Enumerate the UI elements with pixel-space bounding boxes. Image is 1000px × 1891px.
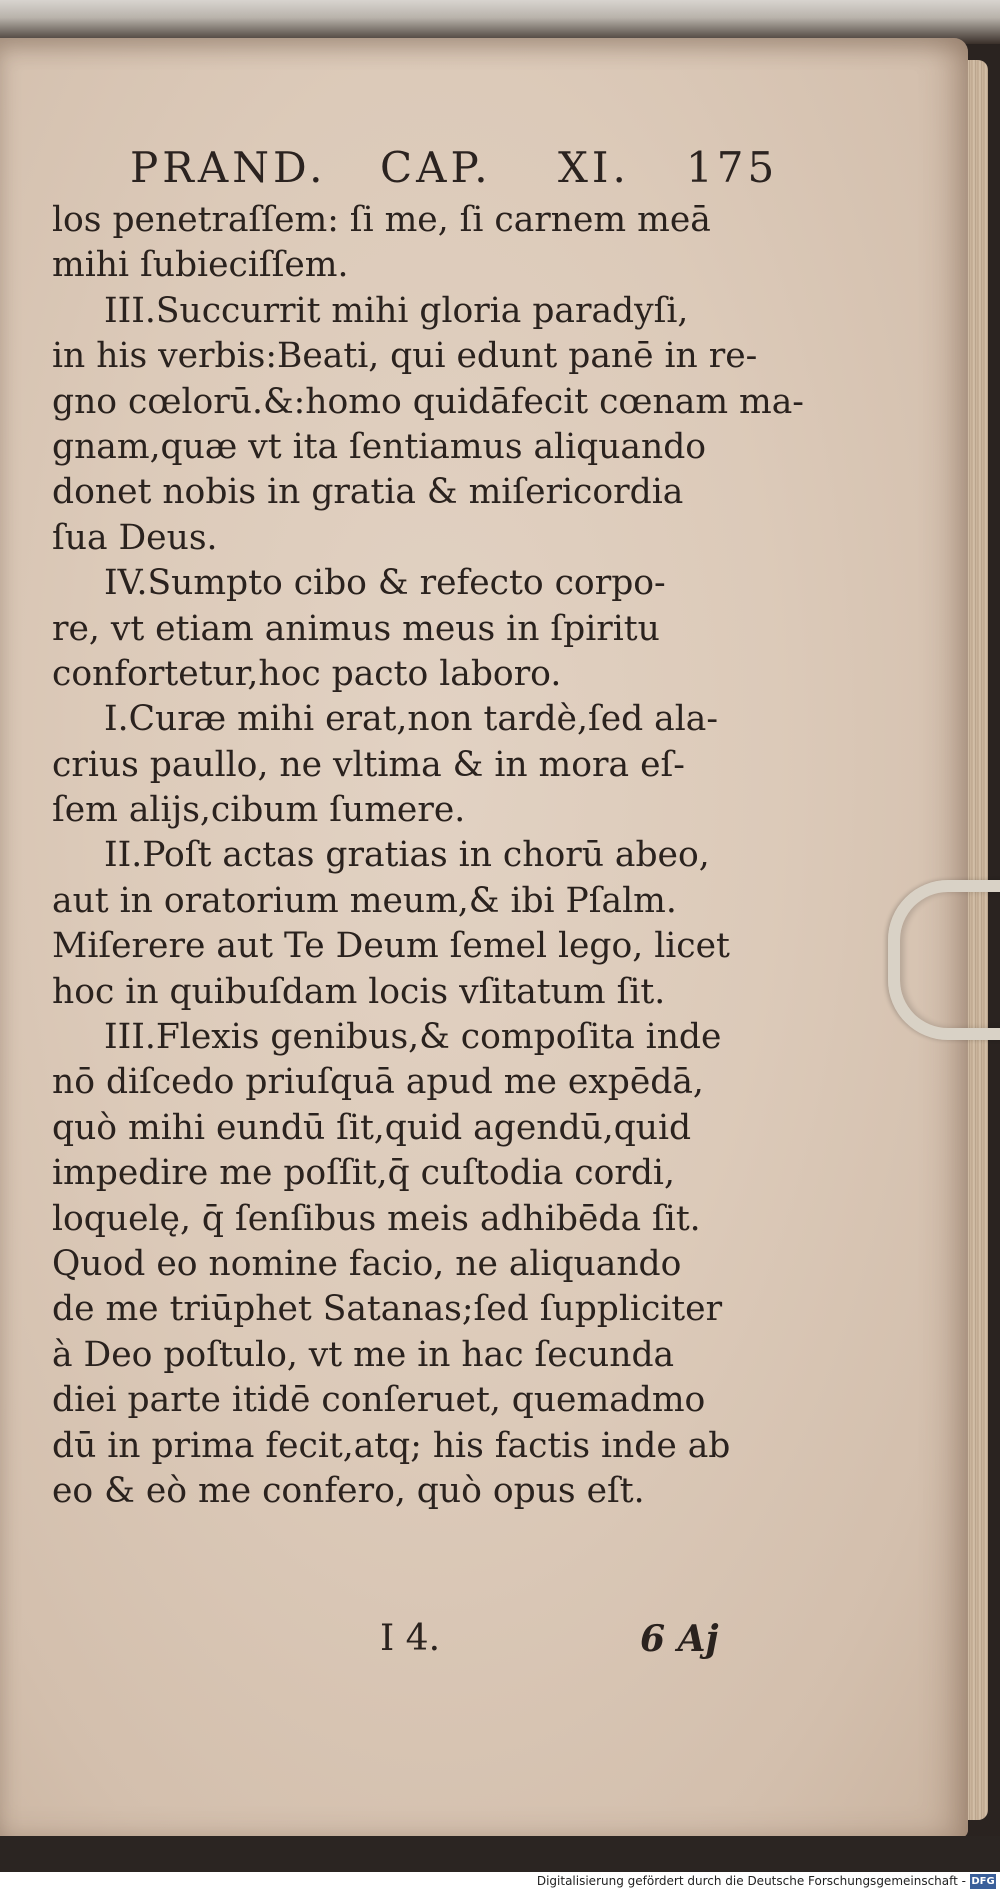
chapter-number: XI. bbox=[558, 143, 630, 192]
text-line: confortetur,hoc pacto laboro. bbox=[52, 653, 562, 694]
text-line: gno cœlorū.&:homo quidāfecit cœnam ma- bbox=[52, 381, 804, 422]
text-line: I.Curæ mihi erat,non tardè,ſed ala- bbox=[104, 699, 719, 740]
book-clasp bbox=[888, 880, 1000, 1040]
text-line: eo & eò me confero, quò opus eſt. bbox=[52, 1470, 645, 1511]
text-line: hoc in quibuſdam locis vſitatum ſit. bbox=[52, 971, 666, 1012]
credit-bar bbox=[0, 1872, 1000, 1891]
text-line: ſua Deus. bbox=[52, 517, 218, 558]
text-line: re, vt etiam animus meus in ſpiritu bbox=[52, 608, 660, 649]
running-header bbox=[130, 143, 779, 199]
text-line: aut in oratorium meum,& ibi Pſalm. bbox=[52, 880, 677, 921]
text-line: donet nobis in gratia & miſericordia bbox=[52, 472, 684, 513]
running-title: PRAND. bbox=[130, 143, 327, 192]
signature-mark: I 4. bbox=[380, 1618, 441, 1659]
text-line: in his verbis:Beati, qui edunt panē in re- bbox=[52, 336, 758, 377]
text-line: gnam,quæ vt ita ſentiamus aliquando bbox=[52, 426, 707, 467]
text-line: diei parte itidē conſeruet, quemadmo bbox=[52, 1380, 706, 1421]
chapter-label: CAP. bbox=[380, 143, 492, 192]
text-line: Quod eo nomine facio, ne aliquando bbox=[52, 1243, 682, 1284]
dfg-logo-icon: DFG bbox=[971, 1876, 995, 1887]
text-line: mihi ſubieciſſem. bbox=[52, 245, 349, 286]
text-line: IV.Sumpto cibo & refecto corpo- bbox=[104, 563, 666, 604]
text-line: nō diſcedo priuſquā apud me expēdā, bbox=[52, 1062, 704, 1103]
text-line: Miſerere aut Te Deum ſemel lego, licet bbox=[52, 926, 730, 967]
text-line: II.Poſt actas gratias in chorū abeo, bbox=[104, 835, 710, 876]
funding-credit: Digitalisierung gefördert durch die Deutsche Forschungsgemeinschaft - bbox=[536, 1874, 966, 1888]
body-text bbox=[52, 198, 804, 1514]
text-line: ſem alijs,cibum ſumere. bbox=[52, 790, 466, 831]
text-line: à Deo poſtulo, vt me in hac ſecunda bbox=[52, 1334, 675, 1375]
text-line: los penetraſſem: ſi me, ſi carnem meā bbox=[52, 200, 711, 240]
text-line: impedire me poſſit,q̄ cuſtodia cordi, bbox=[52, 1153, 675, 1194]
handwritten-note: 6 Aj bbox=[640, 1618, 719, 1660]
text-line: dū in prima fecit,atq; his factis inde ab bbox=[52, 1425, 731, 1466]
text-line: loquelę, q̄ ſenſibus meis adhibēda ſit. bbox=[52, 1198, 701, 1239]
text-line: crius paullo, ne vltima & in mora eſ- bbox=[52, 744, 685, 785]
page-number: 175 bbox=[686, 143, 779, 192]
book-page bbox=[0, 38, 968, 1838]
page-footer bbox=[380, 1618, 780, 1668]
text-line: de me triūphet Satanas;ſed ſuppliciter bbox=[52, 1289, 723, 1330]
text-line: III.Succurrit mihi gloria paradyſi, bbox=[104, 290, 689, 331]
text-line: quò mihi eundū ſit,quid agendū,quid bbox=[52, 1107, 692, 1148]
text-line: III.Flexis genibus,& compoſita inde bbox=[104, 1017, 722, 1058]
